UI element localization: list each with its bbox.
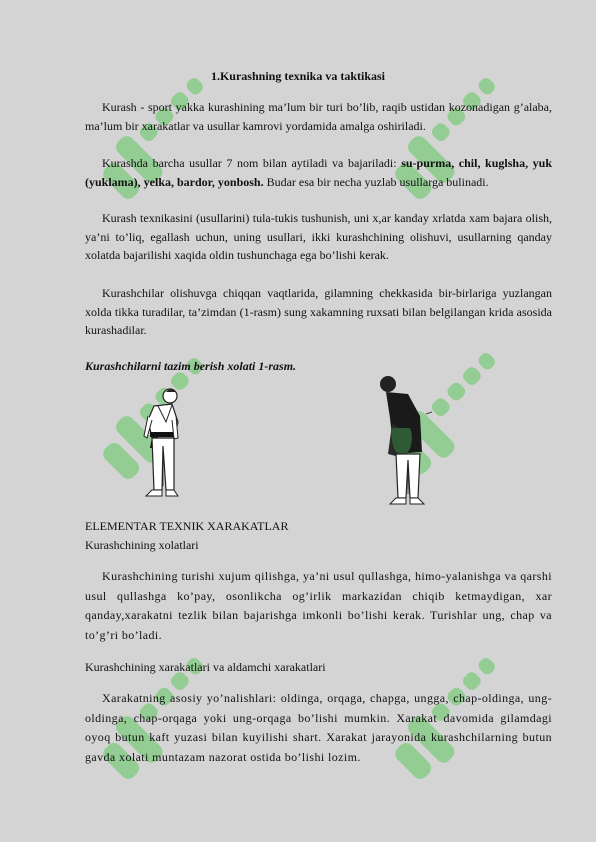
paragraph-2 bbox=[85, 154, 552, 191]
paragraph-4: Kurashchilar olishuvga chiqqan vaqtlarida, gilamning chekkasida bir-birlariga yuzlangan xolda tikka turadilar, ta’zimdan (1-rasm) sung xakamning ruxsati bilan belgilangan krida asosida kurashadilar. bbox=[85, 286, 552, 338]
paragraph-5: Kurashchining turishi xujum qilishga, ya’ni usul qullashga, himo-yalanishga va qarshi usul qullashga ko’pay, osonlikcha og’irlik markazidan chiqib ketmaydigan, xar qanday,xarakatni tezlik bilan bajarishga imkonli bo’lishi kerak. Turishlar ung, chap va to’g’ri bo’ladi. bbox=[85, 569, 552, 642]
wrestler-white-figure bbox=[132, 386, 192, 504]
subsection-title: Kurashchining xolatlari bbox=[85, 538, 199, 552]
wrestler-black-figure bbox=[372, 374, 438, 508]
paragraph-6: Xarakatning asosiy yo’nalishlari: oldinga, orqaga, chapga, ungga, chap-oldinga, ung-oldinga, chap-orqaga yoki ung-orqaga bo’lishi mumkin. Xarakat davomida gilamdagi oyoq butun kaft yuzasi bilan kuyilishi shart. Xarakat jarayonida kurashchilarning butun gavda xolati muntazam nazorat ostida bo’lishi lozim. bbox=[85, 691, 552, 764]
section-title: ELEMENTAR TEXNIK XARAKATLAR bbox=[85, 519, 289, 533]
paragraph-2-start: Kurashda barcha usullar 7 nom bilan aytiladi va bajariladi: bbox=[102, 156, 402, 170]
paragraph-3: Kurash texnikasini (usullarini) tula-tukis tushunish, uni x,ar kanday xrlatda xam bajara olish, ya’ni to’liq, egallash uchun, uning usullari, ikki kurashchining olishuvi, usullarning qanday xolatda bajarilishi xaqida oldin tushunchaga ega bo’lishi kerak. bbox=[85, 211, 552, 263]
paragraph-2-end: Budar esa bir necha yuzlab usullarga bulinadi. bbox=[263, 174, 489, 189]
page-title: 1.Kurashning texnika va taktikasi bbox=[210, 69, 386, 83]
figure-caption: Kurashchilarni tazim berish xolati 1-rasm. bbox=[85, 359, 297, 373]
paragraph-1: Kurash - sport yakka kurashining ma’lum bir turi bo’lib, raqib ustidan kozonadigan g’alaba, ma’lum bir xarakatlar va usullar kamrovi yordamida amalga oshiriladi. bbox=[85, 100, 552, 133]
subsection-title-2: Kurashchining xarakatlari va aldamchi xarakatlari bbox=[85, 660, 326, 674]
paragraph-2-bold: su-purma, chil, kuglsha, yuk (yuklama), yelka, bardor, yonbosh. bbox=[85, 156, 552, 189]
